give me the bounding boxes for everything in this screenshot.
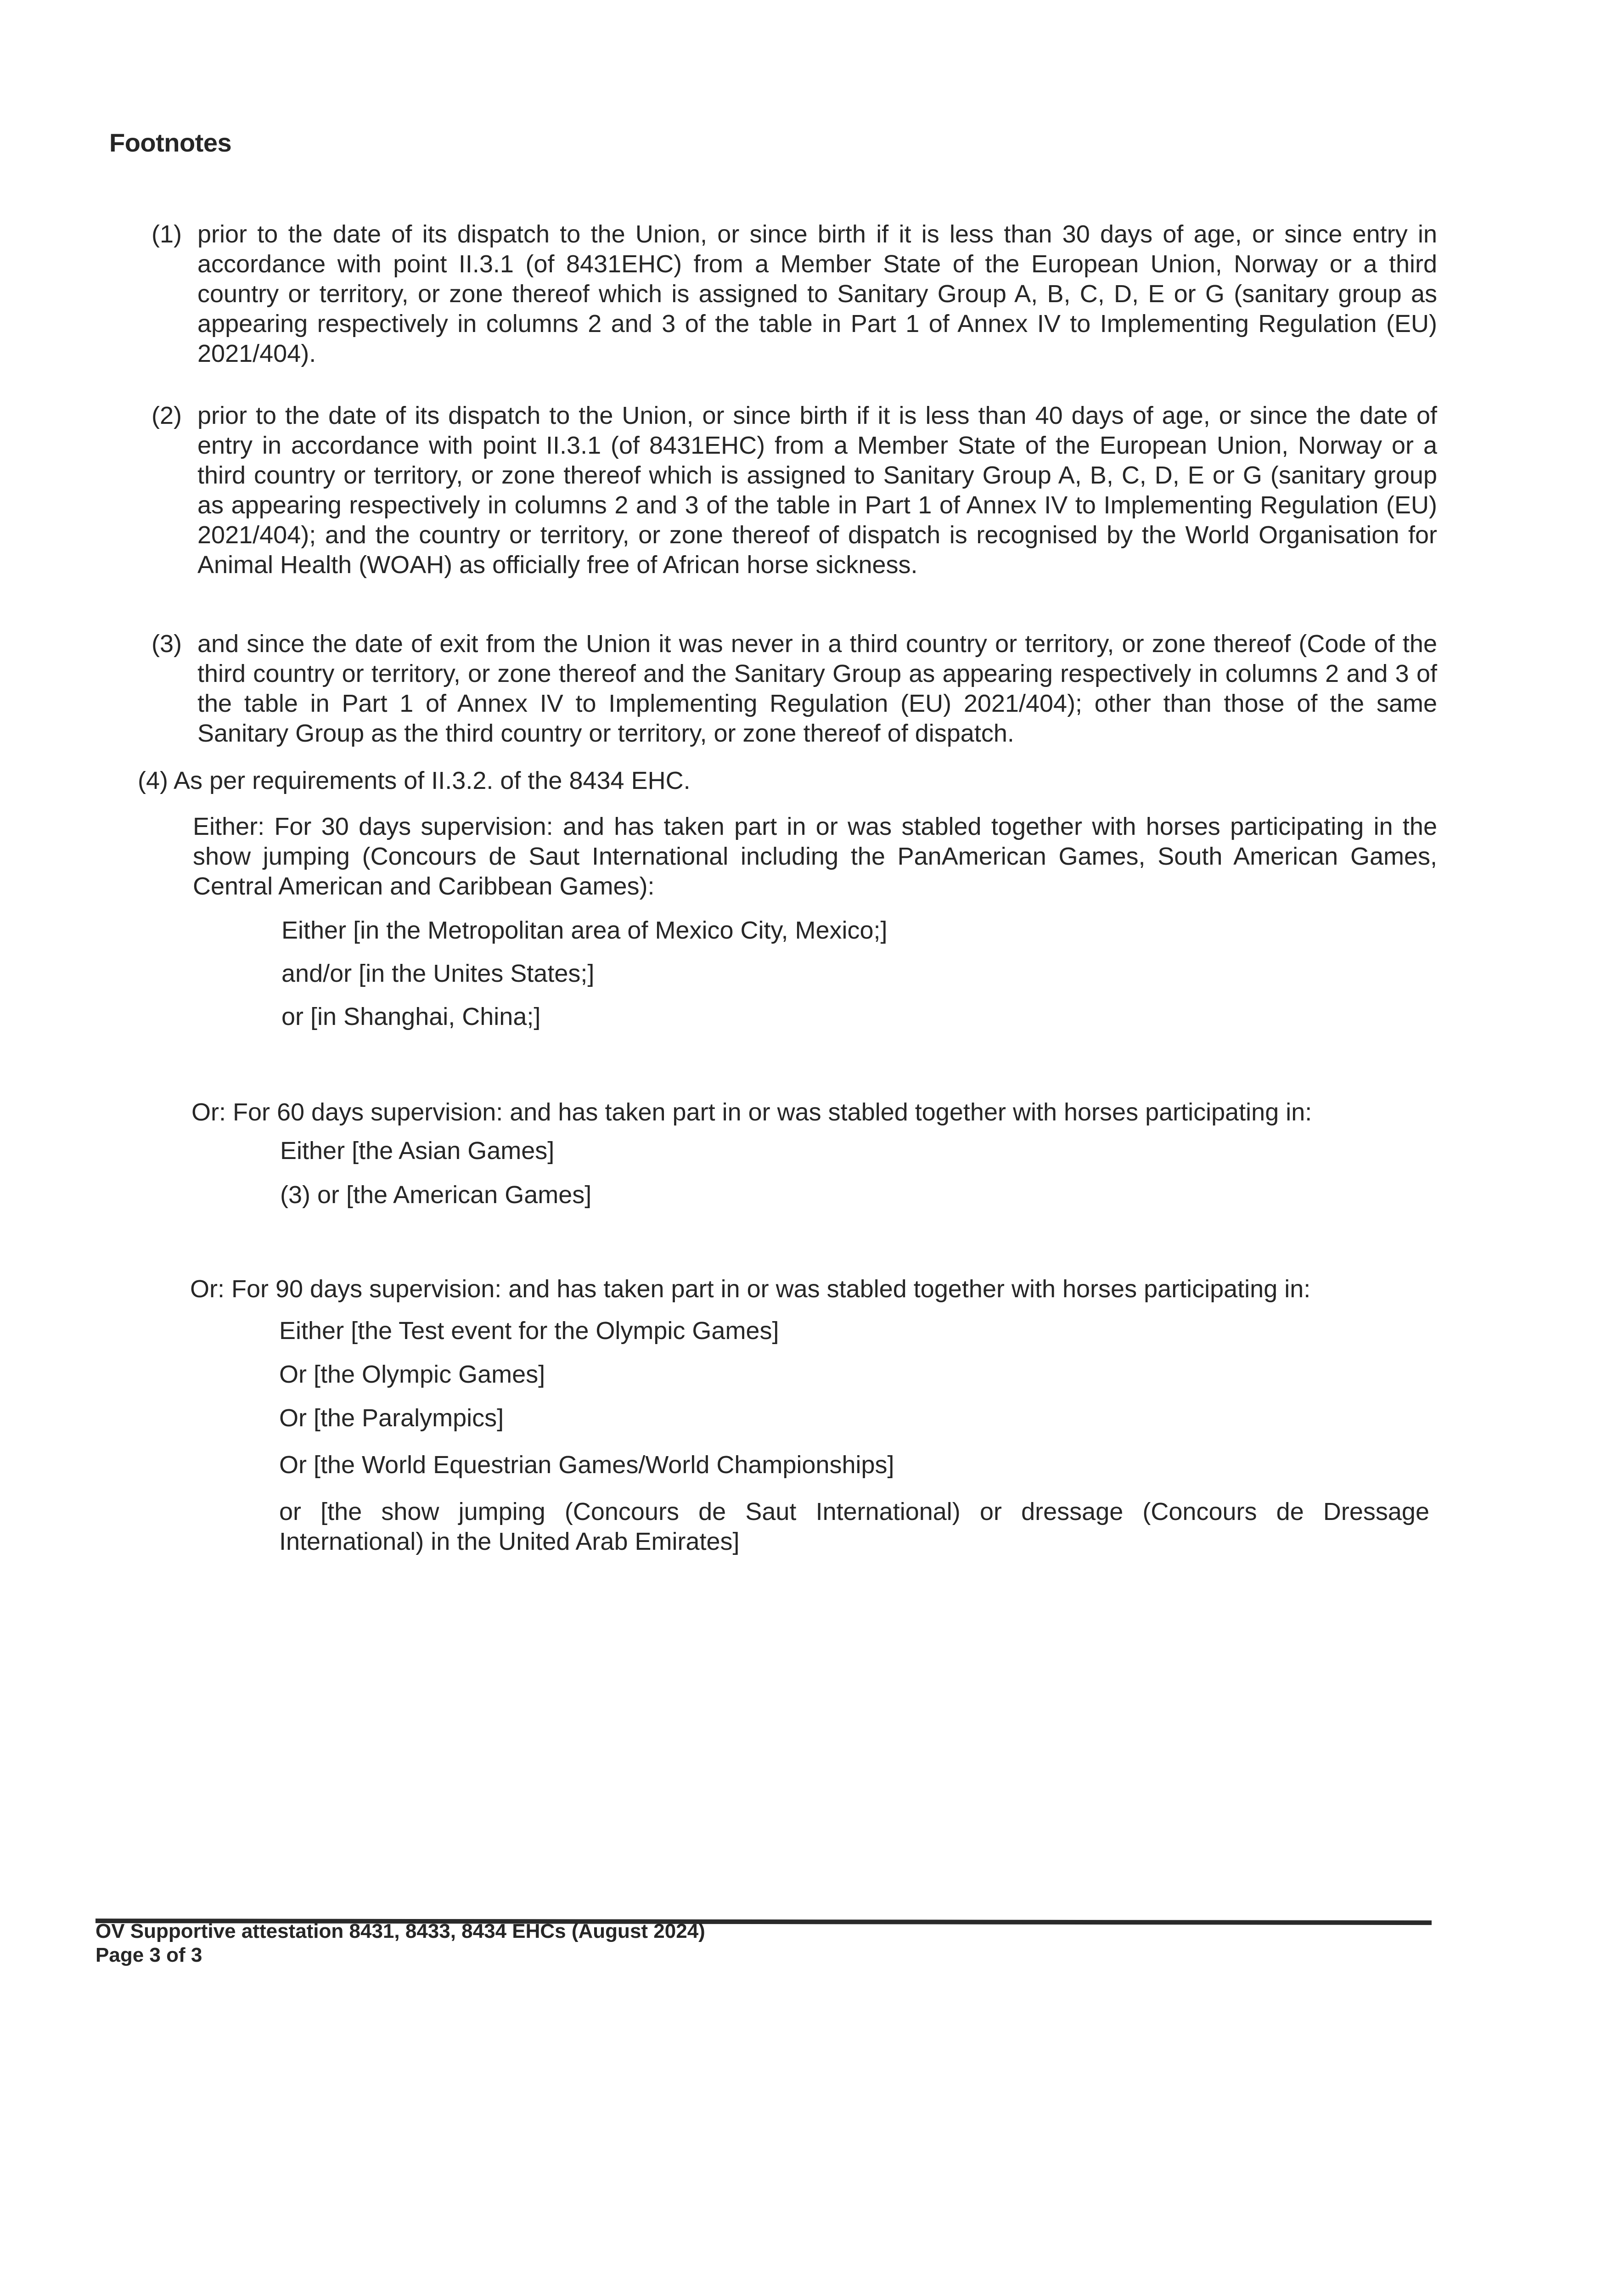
option-30-item: and/or [in the Unites States;]: [281, 960, 595, 987]
footnote-text: prior to the date of its dispatch to the Union, or since birth if it is less than 40 days of age, or since the date of entry in accordance with point II.3.1 (of 8431EHC) from a Member State of the European Union, Norway or a third country or territory, or zone thereof which is assigned to Sanitary Group A, B, C, D, E or G (sanitary group as appearing respectively in columns 2 and 3 of the table in Part 1 of Annex IV to Implementing Regulation (EU) 2021/404); and the country or territory, or zone thereof of dispatch is recognised by the World Organisation for Animal Health (WOAH) as officially free of African horse sickness.: [197, 402, 1437, 579]
option-90-item: Or [the Olympic Games]: [279, 1361, 545, 1388]
footnote-1: [152, 219, 1437, 369]
option-30-item: or [in Shanghai, China;]: [281, 1003, 541, 1030]
footer-title: OV Supportive attestation 8431, 8433, 8434 EHCs (August 2024): [96, 1920, 705, 1942]
option-90-item: or [the show jumping (Concours de Saut International) or dressage (Concours de Dressage International) in the United Arab Emirates]: [279, 1498, 1429, 1555]
footnote-3: [152, 629, 1437, 748]
option-60-item: Either [the Asian Games]: [280, 1137, 555, 1165]
footnotes-heading: Footnotes: [109, 128, 232, 157]
option-60-item: (3) or [the American Games]: [280, 1181, 592, 1209]
option-90-item: Or [the Paralympics]: [279, 1404, 504, 1432]
option-30-item: Either [in the Metropolitan area of Mexico City, Mexico;]: [281, 917, 888, 944]
page-number: Page 3 of 3: [96, 1944, 202, 1966]
option-90-item: Or [the World Equestrian Games/World Championships]: [279, 1451, 894, 1479]
footnote-4-title: (4) As per requirements of II.3.2. of the 8434 EHC.: [138, 767, 691, 794]
footnote-number: (3): [152, 630, 182, 658]
footnote-number: (2): [152, 402, 182, 429]
footnote-text: prior to the date of its dispatch to the Union, or since birth if it is less than 30 days of age, or since entry in accordance with point II.3.1 (of 8431EHC) from a Member State of the European Union, Norway or a third country or territory, or zone thereof which is assigned to Sanitary Group A, B, C, D, E or G (sanitary group as appearing respectively in columns 2 and 3 of the table in Part 1 of Annex IV to Implementing Regulation (EU) 2021/404).: [197, 220, 1437, 367]
footnote-2: [152, 401, 1437, 580]
footnote-text: and since the date of exit from the Union it was never in a third country or territory, or zone thereof (Code of the third country or territory, or zone thereof and the Sanitary Group as appearing respectively in columns 2 and 3 of the table in Part 1 of Annex IV to Implementing Regulation (EU) 2021/404); other than those of the same Sanitary Group as the third country or territory, or zone thereof of dispatch.: [197, 630, 1437, 747]
option-30-intro: Either: For 30 days supervision: and has taken part in or was stabled together with horses participating in the show jumping (Concours de Saut International including the PanAmerican Games, South American Games, Central American and Caribbean Games):: [193, 813, 1437, 900]
option-90-item: Either [the Test event for the Olympic Games]: [279, 1317, 779, 1345]
option-60-intro: Or: For 60 days supervision: and has taken part in or was stabled together with horses participating in:: [191, 1098, 1312, 1126]
option-90-intro: Or: For 90 days supervision: and has taken part in or was stabled together with horses participating in:: [190, 1275, 1311, 1303]
footnote-number: (1): [152, 220, 182, 248]
